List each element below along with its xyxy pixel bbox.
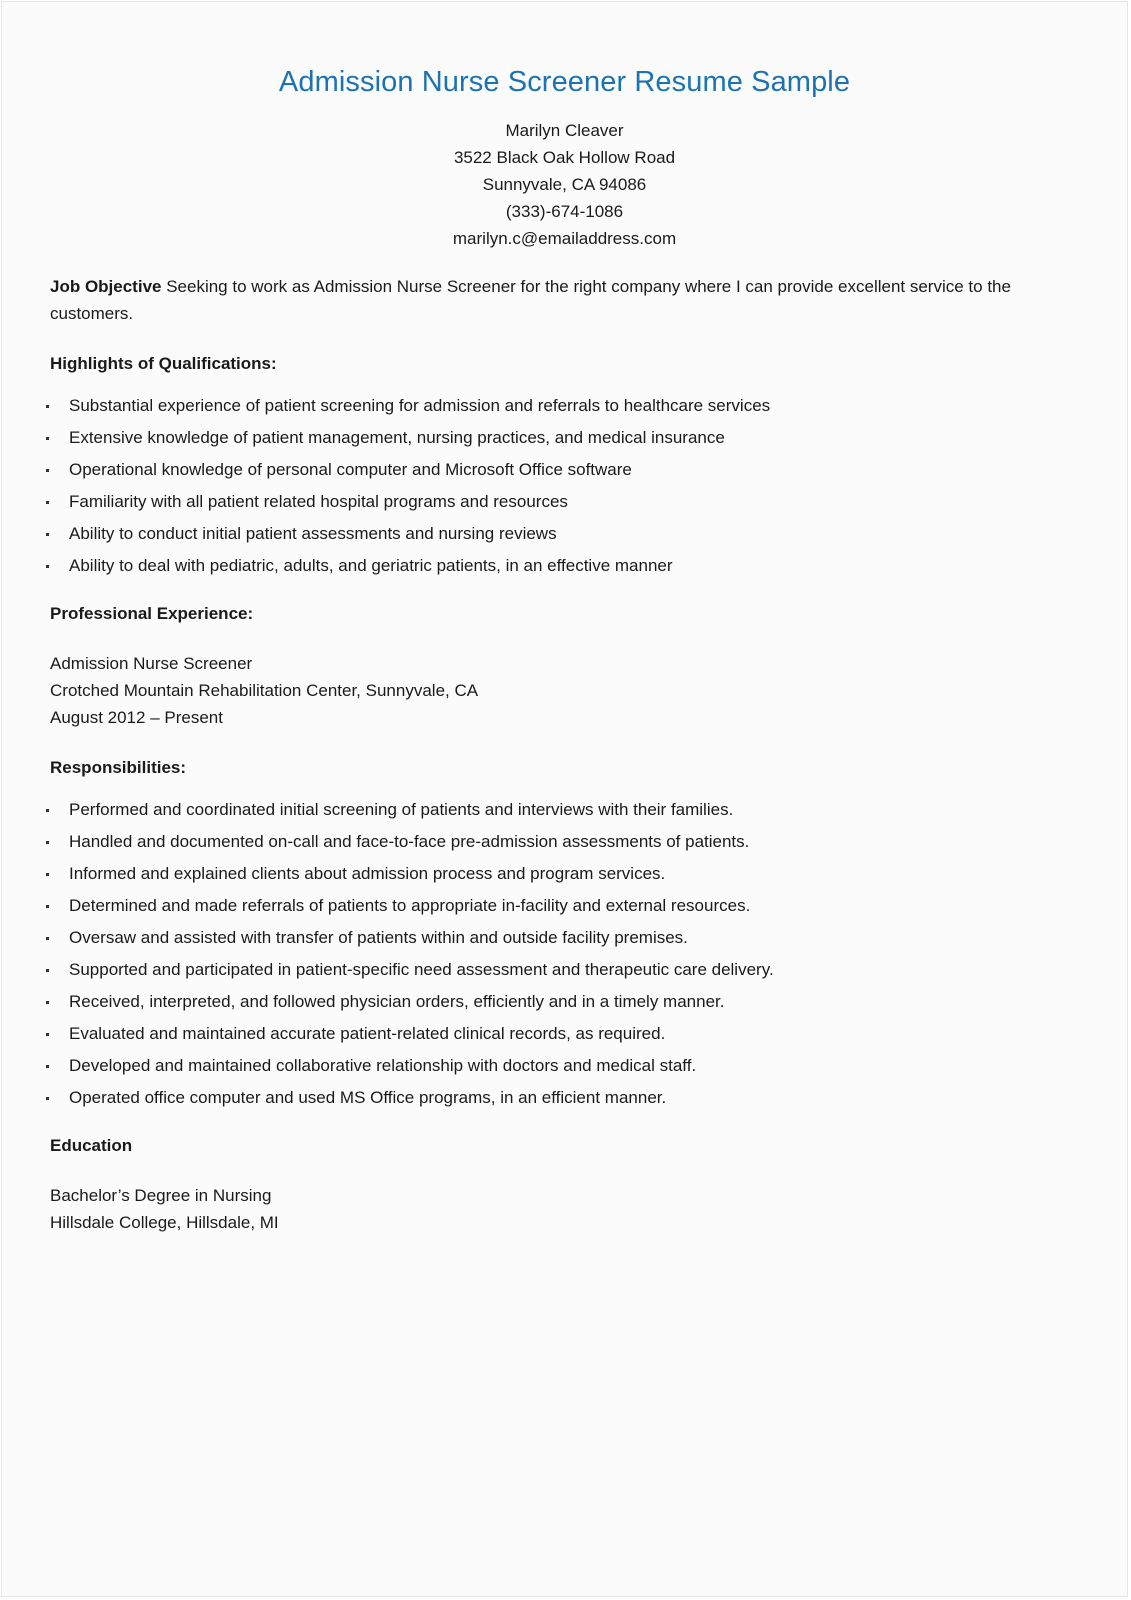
page-title: Admission Nurse Screener Resume Sample [278,66,851,98]
job-title: Admission Nurse Screener [50,654,253,673]
experience-block [50,650,1079,731]
list-item: Informed and explained clients about admission process and program services. [50,858,1079,890]
qualifications-list [50,390,1079,582]
list-item: Operational knowledge of personal computer and Microsoft Office software [50,454,1079,486]
degree: Bachelor’s Degree in Nursing [50,1186,272,1205]
contact-street: 3522 Black Oak Hollow Road [453,148,676,167]
list-item: Extensive knowledge of patient management, nursing practices, and medical insurance [50,422,1079,454]
list-item: Handled and documented on-call and face-to-face pre-admission assessments of patients. [50,826,1079,858]
contact-name: Marilyn Cleaver [505,121,624,140]
list-item: Performed and coordinated initial screening of patients and interviews with their families. [50,794,1079,826]
experience-heading: Professional Experience: [50,604,254,623]
list-item: Oversaw and assisted with transfer of patients within and outside facility premises. [50,922,1079,954]
list-item: Received, interpreted, and followed physician orders, efficiently and in a timely manner. [50,986,1079,1018]
contact-block [2,117,1127,252]
resume-page [1,1,1128,1597]
list-item: Familiarity with all patient related hospital programs and resources [50,486,1079,518]
list-item: Operated office computer and used MS Office programs, in an efficient manner. [50,1082,1079,1114]
list-item: Ability to conduct initial patient assessments and nursing reviews [50,518,1079,550]
list-item: Evaluated and maintained accurate patient-related clinical records, as required. [50,1018,1079,1050]
list-item: Determined and made referrals of patients to appropriate in-facility and external resources. [50,890,1079,922]
contact-email: marilyn.c@emailaddress.com [452,229,677,248]
school: Hillsdale College, Hillsdale, MI [50,1213,279,1232]
resume-content [50,273,1079,1236]
list-item: Ability to deal with pediatric, adults, and geriatric patients, in an effective manner [50,550,1079,582]
education-block [50,1182,1079,1236]
job-objective [50,273,1079,327]
job-objective-label: Job Objective [50,277,162,296]
contact-city: Sunnyvale, CA 94086 [482,175,647,194]
list-item: Substantial experience of patient screening for admission and referrals to healthcare services [50,390,1079,422]
responsibilities-list [50,794,1079,1114]
employment-dates: August 2012 – Present [50,708,223,727]
responsibilities-heading: Responsibilities: [50,758,187,777]
list-item: Supported and participated in patient-specific need assessment and therapeutic care delivery. [50,954,1079,986]
job-objective-text: Seeking to work as Admission Nurse Screener for the right company where I can provide excellent service to the customers. [50,277,1011,323]
list-item: Developed and maintained collaborative relationship with doctors and medical staff. [50,1050,1079,1082]
qualifications-heading: Highlights of Qualifications: [50,354,277,373]
contact-phone: (333)-674-1086 [505,202,624,221]
employer: Crotched Mountain Rehabilitation Center, Sunnyvale, CA [50,681,479,700]
education-heading: Education [50,1136,133,1155]
